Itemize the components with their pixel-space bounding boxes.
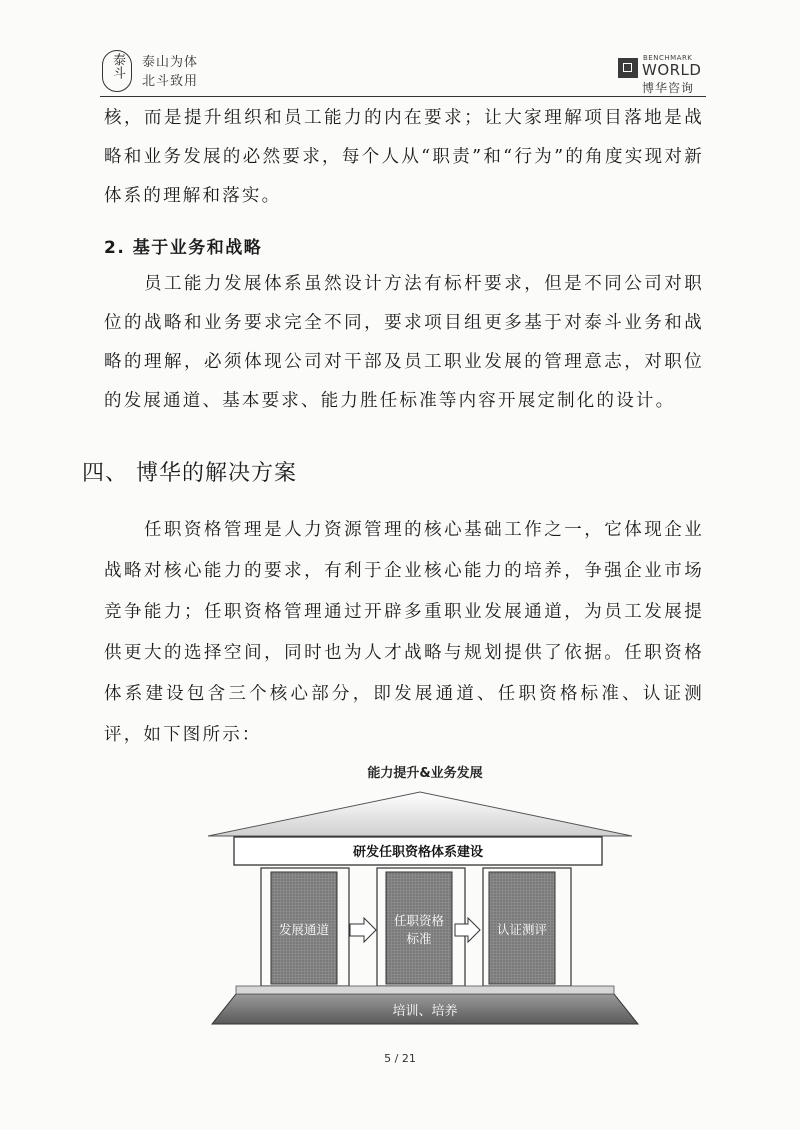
benchmark-world-logo — [618, 54, 728, 94]
brand-chinese-name: 博华咨询 — [642, 81, 695, 95]
brand-small-text: BENCHMARK — [643, 54, 693, 62]
beam-label: 研发任职资格体系建设 — [352, 845, 484, 860]
company-slogan — [142, 53, 198, 91]
diagram-title: 能力提升&业务发展 — [367, 766, 483, 781]
roof-triangle — [208, 792, 632, 836]
pillar-2 — [386, 872, 452, 984]
taidou-seal-logo — [102, 50, 132, 92]
qualification-system-diagram — [200, 762, 650, 1032]
pillar-1-label: 发展通道 — [278, 922, 330, 937]
pillar-3-label: 认证测评 — [496, 922, 548, 937]
base-label: 培训、培养 — [392, 1004, 458, 1019]
subheading-business-strategy: 2. 基于业务和战略 — [104, 238, 263, 258]
house-diagram-svg — [200, 762, 650, 1032]
paragraph-1: 核，而是提升组织和员工能力的内在要求；让大家理解项目落地是战略和业务发展的必然要求，每个人从“职责”和“行为”的角度实现对新体系的理解和落实。 — [104, 108, 704, 206]
slogan-line-1: 泰山为体 — [142, 55, 199, 70]
pillar-2-label-line2: 标准 — [406, 931, 432, 946]
benchmark-logo-icon — [618, 58, 638, 78]
brand-name: WORLD — [642, 61, 702, 79]
page-number: 5 / 21 — [384, 1052, 416, 1065]
pillar-2-label-line1: 任职资格 — [393, 913, 445, 928]
page-header — [0, 0, 800, 100]
base-top-strip — [236, 986, 614, 994]
header-divider — [100, 96, 706, 97]
arrow-right-icon-1 — [350, 918, 376, 942]
slogan-line-2: 北斗致用 — [142, 74, 199, 89]
seal-text: 泰斗 — [110, 53, 125, 79]
section-title-solution: 四、 博华的解决方案 — [82, 461, 297, 486]
arrow-right-icon-2 — [455, 918, 480, 942]
paragraph-3: 任职资格管理是人力资源管理的核心基础工作之一，它体现企业战略对核心能力的要求，有利于企业核心能力的培养，争强企业市场竞争能力；任职资格管理通过开辟多重职业发展通道，为员工发展提供更大的选择空间，同时也为人才战略与规划提供了依据。任职资格体系建设包含三个核心部分，即发展通道、任职资格标准、认证测评，如下图所示： — [104, 520, 704, 745]
paragraph-2: 员工能力发展体系虽然设计方法有标杆要求，但是不同公司对职位的战略和业务要求完全不同，要求项目组更多基于对泰斗业务和战略的理解，必须体现公司对干部及员工职业发展的管理意志，对职位的发展通道、基本要求、能力胜任标准等内容开展定制化的设计。 — [104, 274, 704, 411]
